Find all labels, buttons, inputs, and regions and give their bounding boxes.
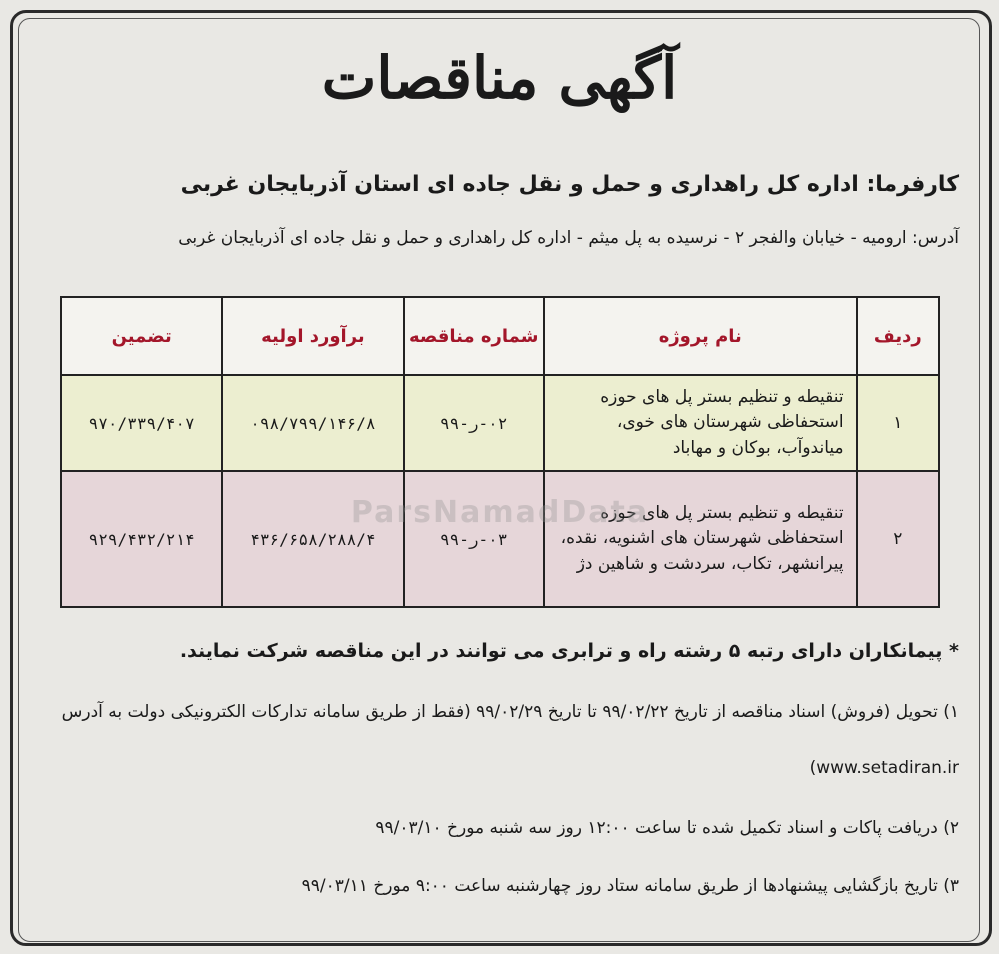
header-row-number: ردیف	[857, 297, 939, 375]
cell-tender-number: ۰۳-ر-۹۹	[404, 471, 544, 607]
page-title: آگهی مناقصات	[321, 44, 678, 112]
header-tender-number: شماره مناقصه	[404, 297, 544, 375]
condition-item-2: ۲) دریافت پاکات و اسناد تکمیل شده تا ساعت ۱۲:۰۰ روز سه شنبه مورخ ۹۹/۰۳/۱۰	[375, 818, 959, 838]
cell-guarantee: ۹۲۹/۴۳۲/۲۱۴	[61, 471, 222, 607]
header-project-name: نام پروژه	[544, 297, 857, 375]
tenders-table	[60, 296, 940, 608]
eligibility-note: * پیمانکاران دارای رتبه ۵ رشته راه و ترابری می توانند در این مناقصه شرکت نمایند.	[179, 640, 959, 662]
table-header-row	[61, 297, 939, 375]
employer-line: کارفرما: اداره کل راهداری و حمل و نقل جاده ای استان آذربایجان غربی	[180, 172, 959, 197]
table-row	[61, 471, 939, 607]
watermark: ParsNamadData	[350, 495, 650, 530]
header-initial-estimate: برآورد اولیه	[222, 297, 403, 375]
cell-project-name: تنقیطه و تنظیم بستر پل های حوزه استحفاظی شهرستان های خوی، میاندوآب، بوکان و مهاباد	[544, 375, 857, 471]
cell-row-number: ۲	[857, 471, 939, 607]
setad-url-link[interactable]: www.setadiran.ir)	[809, 758, 959, 778]
cell-initial-estimate: ۴۳۶/۶۵۸/۲۸۸/۴	[222, 471, 403, 607]
condition-item-1: ۱) تحویل (فروش) اسناد مناقصه از تاریخ ۹۹/۰۲/۲۲ تا تاریخ ۹۹/۰۲/۲۹ (فقط از طریق سامانه تدارکات الکترونیکی دولت به آدرس	[61, 702, 959, 722]
address-line: آدرس: ارومیه - خیابان والفجر ۲ - نرسیده به پل میثم - اداره کل راهداری و حمل و نقل جاده ای آذربایجان غربی	[178, 228, 959, 248]
cell-row-number: ۱	[857, 375, 939, 471]
cell-project-name: تنقیطه و تنظیم بستر پل های حوزه استحفاظی شهرستان های اشنویه، نقده، پیرانشهر، تکاب، سردشت و شاهین دژ	[544, 471, 857, 607]
cell-guarantee: ۹۷۰/۳۳۹/۴۰۷	[61, 375, 222, 471]
condition-item-3: ۳) تاریخ بازگشایی پیشنهادها از طریق سامانه ستاد روز چهارشنبه ساعت ۹:۰۰ مورخ ۹۹/۰۳/۱۱	[301, 876, 959, 896]
table-row	[61, 375, 939, 471]
header-guarantee: تضمین	[61, 297, 222, 375]
cell-initial-estimate: ۰۹۸/۷۹۹/۱۴۶/۸	[222, 375, 403, 471]
cell-tender-number: ۰۲-ر-۹۹	[404, 375, 544, 471]
